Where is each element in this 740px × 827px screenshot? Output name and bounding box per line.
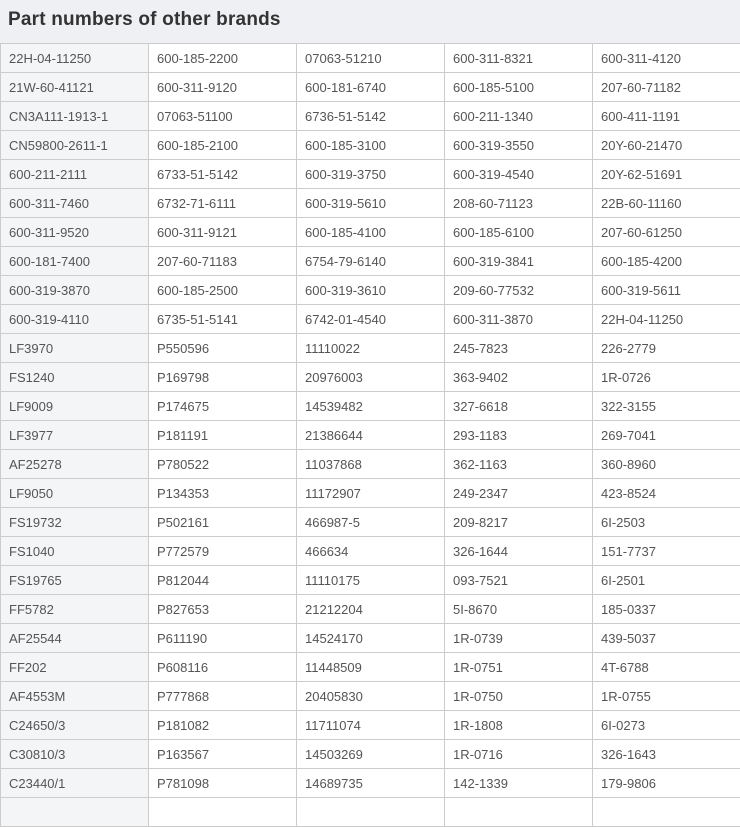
table-cell: 327-6618 [445,392,593,421]
part-numbers-table-body [1,44,740,827]
table-cell: 207-60-61250 [593,218,740,247]
row-header-cell: 600-319-3870 [1,276,149,305]
table-cell: 600-185-2200 [149,44,297,73]
table-cell: 14503269 [297,740,445,769]
table-cell: 179-9806 [593,769,740,798]
table-cell: 6732-71-6111 [149,189,297,218]
table-cell: 11037868 [297,450,445,479]
table-cell: 209-60-77532 [445,276,593,305]
table-cell: 600-181-6740 [297,73,445,102]
table-cell: P181082 [149,711,297,740]
table-cell: 600-319-3750 [297,160,445,189]
table-cell: 600-319-3550 [445,131,593,160]
table-row [1,102,740,131]
row-header-cell: AF25278 [1,450,149,479]
row-header-cell: FF5782 [1,595,149,624]
table-cell: 600-411-1191 [593,102,740,131]
table-cell: 245-7823 [445,334,593,363]
table-cell: 1R-0716 [445,740,593,769]
table-cell: 11172907 [297,479,445,508]
table-cell: 22H-04-11250 [593,305,740,334]
table-cell [297,798,445,827]
table-cell: 293-1183 [445,421,593,450]
row-header-cell: 22H-04-11250 [1,44,149,73]
table-row [1,334,740,363]
table-row [1,508,740,537]
table-cell: 209-8217 [445,508,593,537]
table-cell: 6754-79-6140 [297,247,445,276]
table-row [1,392,740,421]
table-cell: 207-60-71182 [593,73,740,102]
table-cell: 11110175 [297,566,445,595]
row-header-cell: FF202 [1,653,149,682]
table-cell: P781098 [149,769,297,798]
table-cell: 6736-51-5142 [297,102,445,131]
table-cell: 600-185-6100 [445,218,593,247]
table-cell: 600-319-5610 [297,189,445,218]
table-cell: 249-2347 [445,479,593,508]
table-cell: 362-1163 [445,450,593,479]
table-cell: 1R-0726 [593,363,740,392]
table-cell: 14524170 [297,624,445,653]
row-header-cell: 600-211-2111 [1,160,149,189]
table-cell: P780522 [149,450,297,479]
table-cell: 6735-51-5141 [149,305,297,334]
table-cell: 322-3155 [593,392,740,421]
table-cell: 226-2779 [593,334,740,363]
table-cell: 600-311-3870 [445,305,593,334]
table-cell: 6742-01-4540 [297,305,445,334]
table-row [1,160,740,189]
table-row [1,711,740,740]
row-header-cell: LF9009 [1,392,149,421]
table-cell: 14539482 [297,392,445,421]
row-header-cell: LF3970 [1,334,149,363]
table-cell: 600-319-5611 [593,276,740,305]
table-cell: 07063-51210 [297,44,445,73]
table-cell: P163567 [149,740,297,769]
table-cell: 11448509 [297,653,445,682]
row-header-cell: CN59800-2611-1 [1,131,149,160]
table-cell: 466987-5 [297,508,445,537]
row-header-cell: 600-311-9520 [1,218,149,247]
row-header-cell: 21W-60-41121 [1,73,149,102]
table-cell: 6733-51-5142 [149,160,297,189]
table-cell: P772579 [149,537,297,566]
table-cell: 142-1339 [445,769,593,798]
table-cell: 07063-51100 [149,102,297,131]
table-cell: P502161 [149,508,297,537]
table-cell: 600-185-2500 [149,276,297,305]
table-cell: 326-1643 [593,740,740,769]
table-row [1,247,740,276]
row-header-cell: C23440/1 [1,769,149,798]
table-row [1,740,740,769]
row-header-cell [1,798,149,827]
row-header-cell: 600-181-7400 [1,247,149,276]
table-row [1,218,740,247]
table-row [1,479,740,508]
table-row [1,363,740,392]
table-cell: P827653 [149,595,297,624]
table-cell: 600-185-3100 [297,131,445,160]
table-cell: 600-311-8321 [445,44,593,73]
table-cell [593,798,740,827]
table-cell: 600-311-9121 [149,218,297,247]
table-cell: 1R-1808 [445,711,593,740]
row-header-cell: C24650/3 [1,711,149,740]
table-row [1,44,740,73]
table-cell: 11110022 [297,334,445,363]
table-cell: 600-319-4540 [445,160,593,189]
table-row [1,73,740,102]
table-cell: 269-7041 [593,421,740,450]
table-cell: 363-9402 [445,363,593,392]
table-row [1,537,740,566]
table-cell: 20405830 [297,682,445,711]
table-cell: 208-60-71123 [445,189,593,218]
table-row [1,595,740,624]
row-header-cell: FS19732 [1,508,149,537]
table-cell: 6I-0273 [593,711,740,740]
table-cell: 207-60-71183 [149,247,297,276]
row-header-cell: CN3A111-1913-1 [1,102,149,131]
table-row [1,276,740,305]
part-numbers-table [0,43,740,827]
table-cell [445,798,593,827]
table-cell: 600-185-2100 [149,131,297,160]
table-row [1,653,740,682]
table-row [1,566,740,595]
table-cell: 1R-0751 [445,653,593,682]
table-cell: 466634 [297,537,445,566]
table-cell: P174675 [149,392,297,421]
table-cell: 11711074 [297,711,445,740]
table-cell: 600-311-4120 [593,44,740,73]
table-cell: 600-185-4100 [297,218,445,247]
row-header-cell: C30810/3 [1,740,149,769]
row-header-cell: FS19765 [1,566,149,595]
table-cell: 1R-0750 [445,682,593,711]
table-cell: 21386644 [297,421,445,450]
table-cell: 21212204 [297,595,445,624]
table-cell: 600-319-3841 [445,247,593,276]
row-header-cell: FS1040 [1,537,149,566]
table-cell: P181191 [149,421,297,450]
row-header-cell: FS1240 [1,363,149,392]
table-cell: 6I-2503 [593,508,740,537]
table-cell: 20976003 [297,363,445,392]
table-cell: 185-0337 [593,595,740,624]
table-row [1,682,740,711]
table-cell: 1R-0755 [593,682,740,711]
table-cell: P550596 [149,334,297,363]
table-cell: P608116 [149,653,297,682]
table-cell: P169798 [149,363,297,392]
row-header-cell: LF3977 [1,421,149,450]
table-cell: P812044 [149,566,297,595]
table-cell: 600-211-1340 [445,102,593,131]
table-cell: 326-1644 [445,537,593,566]
table-cell: 600-185-4200 [593,247,740,276]
table-cell: 600-319-3610 [297,276,445,305]
page-header [0,0,740,43]
table-cell: P611190 [149,624,297,653]
table-cell: 14689735 [297,769,445,798]
row-header-cell: AF4553M [1,682,149,711]
table-row [1,131,740,160]
table-row [1,624,740,653]
table-cell: 439-5037 [593,624,740,653]
table-cell: 423-8524 [593,479,740,508]
row-header-cell: LF9050 [1,479,149,508]
table-cell: 093-7521 [445,566,593,595]
row-header-cell: 600-311-7460 [1,189,149,218]
table-row [1,421,740,450]
table-row [1,450,740,479]
table-cell: 600-185-5100 [445,73,593,102]
table-cell: P134353 [149,479,297,508]
table-row [1,189,740,218]
table-cell: 600-311-9120 [149,73,297,102]
table-row [1,769,740,798]
table-cell: 22B-60-11160 [593,189,740,218]
table-cell: 4T-6788 [593,653,740,682]
table-cell: 360-8960 [593,450,740,479]
table-cell: 1R-0739 [445,624,593,653]
table-cell: 20Y-62-51691 [593,160,740,189]
table-cell [149,798,297,827]
table-cell: P777868 [149,682,297,711]
table-cell: 6I-2501 [593,566,740,595]
row-header-cell: 600-319-4110 [1,305,149,334]
table-cell: 151-7737 [593,537,740,566]
table-cell: 20Y-60-21470 [593,131,740,160]
table-row [1,305,740,334]
row-header-cell: AF25544 [1,624,149,653]
table-row-partial [1,798,740,827]
table-cell: 5I-8670 [445,595,593,624]
page-title: Part numbers of other brands [8,8,732,32]
